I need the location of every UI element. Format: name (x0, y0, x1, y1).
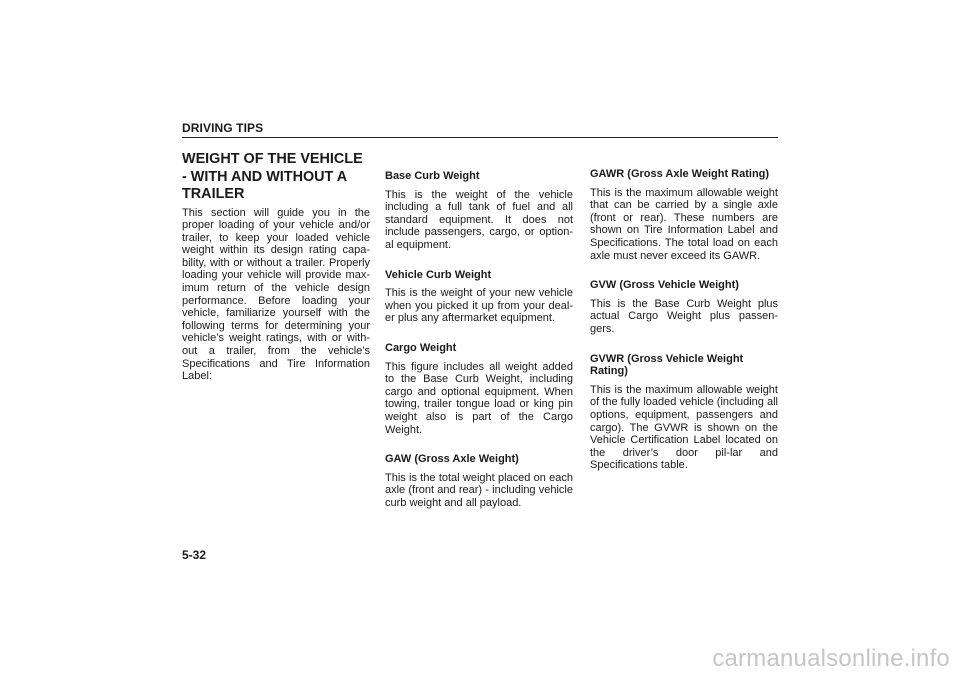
term-gvw (590, 279, 778, 335)
header-rule (182, 137, 778, 138)
term-heading: Base Curb Weight (385, 170, 480, 182)
column-3 (590, 168, 778, 489)
term-heading: GAW (Gross Axle Weight) (385, 453, 519, 466)
section-header: DRIVING TIPS (182, 121, 264, 135)
term-body: This is the total weight placed on each axle (front and rear) - including vehicle curb weight and all payload. (385, 471, 573, 509)
column-1 (182, 151, 370, 383)
intro-paragraph: This section will guide you in the proper loading of your vehicle and/or trailer, to keep your loaded vehicle weight within its design rating capa-bility, with or without a trailer. Properly loading your vehicle will provide max-imum return of the vehicle design performance. Before loading your vehicle, familiarize yourself with the following terms for determining your vehicle’s weight ratings, with or with-out a trailer, from the vehicle’s Specifications and Tire Information Label: (182, 206, 370, 383)
page-number: 5-32 (182, 548, 207, 562)
term-gaw (385, 453, 573, 509)
column-2 (385, 170, 573, 526)
term-heading: GVW (Gross Vehicle Weight) (590, 279, 739, 292)
term-heading: GVWR (Gross Vehicle Weight Rating) (590, 352, 744, 378)
term-body: This is the Base Curb Weight plus actual Cargo Weight plus passen-gers. (590, 297, 778, 335)
term-vehicle-curb-weight (385, 269, 573, 325)
term-body: This is the weight of your new vehicle when you picked it up from your deal-er plus any aftermarket equipment. (385, 287, 573, 325)
section-title: WEIGHT OF THE VEHICLE - WITH AND WITHOUT A TRAILER (182, 151, 363, 202)
term-base-curb-weight (385, 170, 573, 252)
watermark: carmanualsonline.info (712, 645, 950, 672)
term-heading: Vehicle Curb Weight (385, 268, 492, 281)
term-body: This is the maximum allowable weight of the fully loaded vehicle (including all options, equipment, passengers and cargo). The GVWR is shown on the Vehicle Certification Label located on the driver’s door pil-lar and Specifications table. (590, 383, 778, 472)
term-heading: Cargo Weight (385, 341, 457, 354)
term-gawr (590, 168, 778, 262)
term-body: This figure includes all weight added to the Base Curb Weight, including cargo and optional equipment. When towing, trailer tongue load or king pin weight also is part of the Cargo Weight. (385, 360, 573, 436)
term-heading: GAWR (Gross Axle Weight Rating) (590, 168, 770, 180)
term-gvwr (590, 353, 778, 472)
term-body: This is the weight of the vehicle including a full tank of fuel and all standard equipment. It does not include passengers, cargo, or option-al equipment. (385, 188, 573, 251)
term-cargo-weight (385, 342, 573, 436)
term-body: This is the maximum allowable weight that can be carried by a single axle (front or rear). These numbers are shown on Tire Information Label and Specifications. The total load on each axle must never exceed its GAWR. (590, 186, 778, 262)
